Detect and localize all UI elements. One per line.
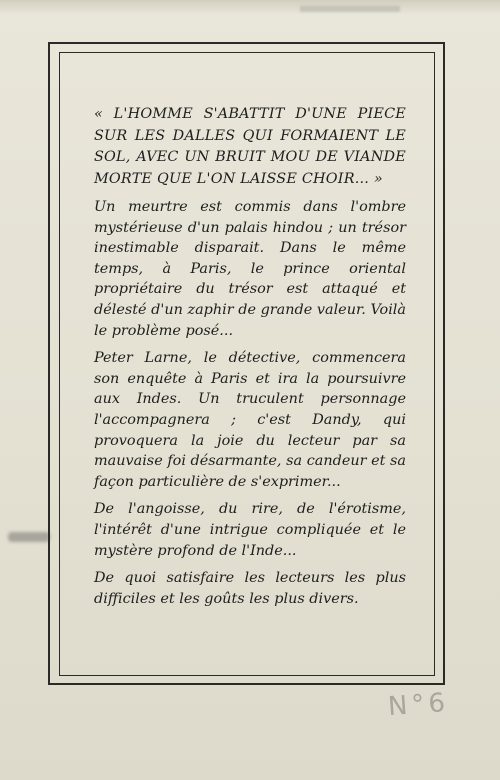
paper-stain [300,6,400,12]
page-edge-shadow [0,0,500,14]
ink-smudge [8,532,50,542]
blurb-paragraph-4: De quoi satisfaire les lecteurs les plus difficiles et les goûts les plus divers. [94,570,406,607]
blurb-paragraph-1: Un meurtre est commis dans l'ombre mystérieuse d'un palais hindou ; un trésor inestimable disparait. Dans le même temps, à Paris, le prince oriental propriétaire du trésor est attaqué et délesté d'un zaphir de grande valeur. Voilà le problème posé... [94,199,406,339]
handwritten-issue-number: N°6 [387,687,450,723]
blurb-paragraph-2: Peter Larne, le détective, commencera son enquête à Paris et ira la poursuivre aux Indes. Un truculent personnage l'accompagnera ; c'est Dandy, qui provoquera la joie du lecteur par sa mauvaise foi désarmante, sa candeur et sa façon particulière de s'exprimer... [94,350,406,490]
blurb-paragraph-3: De l'angoisse, du rire, de l'érotisme, l'intérêt d'une intrigue compliquée et le mystère profond de l'Inde... [94,501,406,559]
opening-quote: « L'HOMME S'ABATTIT D'UNE PIECE SUR LES DALLES QUI FORMAIENT LE SOL, AVEC UN BRUIT MOU DE VIANDE MORTE QUE L'ON LAISSE CHOIR... » [94,106,406,187]
blurb-text-block [94,104,406,616]
